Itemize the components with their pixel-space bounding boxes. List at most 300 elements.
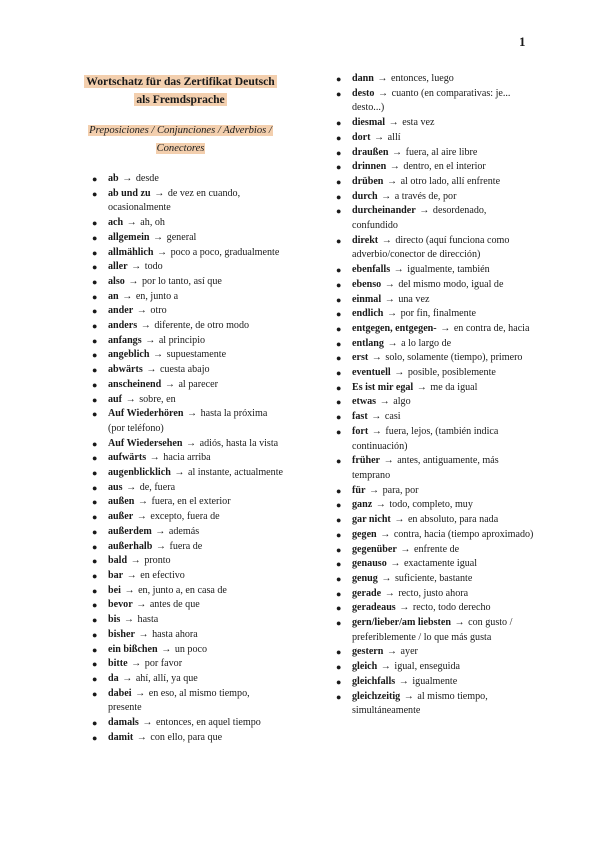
- vocab-term: anscheinend: [108, 378, 162, 390]
- arrow-icon: →: [380, 528, 391, 540]
- vocab-item: [92, 584, 283, 599]
- vocab-definition: igualmente: [412, 675, 458, 687]
- bullet-icon: ●: [336, 662, 342, 673]
- bullet-icon: ●: [336, 309, 342, 320]
- vocab-definition: en efectivo: [140, 569, 185, 581]
- bullet-icon: ●: [336, 279, 342, 290]
- vocab-term: entlang: [352, 337, 384, 349]
- vocab-item: [336, 293, 534, 308]
- arrow-icon: →: [387, 337, 398, 349]
- right-column: [336, 72, 534, 719]
- vocab-item: [336, 601, 534, 616]
- bullet-icon: ●: [92, 291, 98, 302]
- arrow-icon: →: [136, 731, 147, 743]
- arrow-icon: →: [390, 558, 401, 570]
- arrow-icon: →: [369, 484, 380, 496]
- vocab-definition: al principio: [158, 334, 206, 346]
- vocab-item: [92, 540, 283, 555]
- bullet-icon: ●: [336, 559, 342, 570]
- bullet-icon: ●: [336, 206, 342, 217]
- vocab-term: ganz: [352, 499, 373, 511]
- bullet-icon: ●: [336, 573, 342, 584]
- arrow-icon: →: [371, 411, 382, 423]
- vocab-item: [92, 657, 283, 672]
- bullet-icon: ●: [92, 688, 98, 699]
- vocab-term: erst: [352, 352, 369, 364]
- vocab-definition: directo (aquí funciona como adverbio/conector de dirección): [352, 234, 510, 261]
- vocab-definition: recto, justo ahora: [398, 587, 469, 599]
- vocab-term: allgemein: [108, 231, 150, 243]
- vocab-definition: fuera, lejos, (también indica continuación): [352, 425, 499, 452]
- vocab-term: an: [108, 290, 119, 302]
- bullet-icon: ●: [336, 132, 342, 143]
- bullet-icon: ●: [92, 306, 98, 317]
- arrow-icon: →: [154, 187, 165, 199]
- vocab-term: Auf Wiedersehen: [108, 437, 183, 449]
- vocab-definition: todo, completo, muy: [389, 499, 473, 511]
- bullet-icon: ●: [92, 600, 98, 611]
- vocab-definition: desde: [135, 173, 159, 184]
- vocab-item: [336, 660, 534, 675]
- arrow-icon: →: [125, 393, 136, 405]
- vocab-term: eventuell: [352, 367, 391, 379]
- arrow-icon: →: [186, 437, 197, 449]
- vocab-definition: por lo tanto, así que: [141, 275, 222, 287]
- subtitle-line-1: Preposiciones / Conjunciones / Adverbios /: [89, 125, 272, 136]
- vocab-definition: hasta: [137, 614, 159, 626]
- arrow-icon: →: [400, 543, 411, 555]
- vocab-item: [336, 513, 534, 528]
- vocab-term: außerdem: [108, 525, 152, 537]
- bullet-icon: ●: [92, 644, 98, 655]
- vocab-item: [92, 466, 283, 481]
- vocab-definition: desordenado, confundido: [352, 205, 487, 232]
- vocab-item: [92, 495, 283, 510]
- vocab-item: [336, 484, 534, 499]
- arrow-icon: →: [131, 261, 142, 273]
- vocab-term: gerade: [352, 587, 382, 599]
- vocab-item: [92, 290, 283, 305]
- vocab-definition: de, fuera: [139, 481, 176, 493]
- bullet-icon: ●: [336, 162, 342, 173]
- vocab-definition: poco a poco, gradualmente: [170, 246, 280, 258]
- vocab-term: augenblicklich: [108, 467, 171, 479]
- arrow-icon: →: [416, 381, 427, 393]
- vocab-definition: suficiente, bastante: [394, 572, 473, 584]
- vocab-item: [336, 131, 534, 146]
- vocab-term: endlich: [352, 308, 384, 320]
- arrow-icon: →: [389, 161, 400, 173]
- arrow-icon: →: [126, 569, 137, 581]
- vocab-term: ab und zu: [108, 187, 151, 199]
- bullet-icon: ●: [92, 394, 98, 405]
- document-title: [78, 72, 283, 108]
- arrow-icon: →: [386, 308, 398, 320]
- arrow-icon: →: [379, 396, 390, 408]
- arrow-icon: →: [122, 173, 133, 184]
- vocab-item: [92, 378, 283, 393]
- vocab-definition: al instante, actualmente: [187, 467, 283, 479]
- bullet-icon: ●: [92, 673, 98, 684]
- bullet-icon: ●: [92, 512, 98, 523]
- vocab-term: außen: [108, 496, 135, 508]
- arrow-icon: →: [371, 352, 382, 364]
- bullet-icon: ●: [336, 74, 342, 84]
- vocab-item: [92, 687, 283, 716]
- vocab-term: fast: [352, 411, 368, 423]
- vocab-item: [336, 72, 534, 87]
- vocab-term: dort: [352, 131, 371, 143]
- vocab-term: damit: [108, 731, 134, 743]
- vocab-term: ebenso: [352, 278, 382, 290]
- bullet-icon: ●: [92, 468, 98, 479]
- bullet-icon: ●: [336, 397, 342, 408]
- vocab-term: gar nicht: [352, 514, 391, 526]
- vocab-definition: posible, posiblemente: [407, 367, 496, 379]
- vocab-definition: supuestamente: [166, 349, 227, 361]
- bullet-icon: ●: [336, 338, 342, 349]
- vocab-definition: antes, antiguamente, más temprano: [352, 455, 499, 481]
- vocab-term: bald: [108, 555, 128, 567]
- vocab-definition: con gusto / preferiblemente / lo que más gusta: [352, 617, 513, 643]
- arrow-icon: →: [419, 205, 430, 217]
- vocab-item: [336, 366, 534, 381]
- arrow-icon: →: [399, 602, 410, 614]
- vocab-item: [92, 731, 283, 746]
- vocab-term: dabei: [108, 687, 132, 699]
- vocab-item: [92, 334, 283, 349]
- arrow-icon: →: [371, 425, 382, 437]
- vocab-term: draußen: [352, 146, 389, 158]
- vocab-term: angeblich: [108, 349, 150, 361]
- vocab-item: [336, 87, 534, 116]
- arrow-icon: →: [136, 511, 147, 523]
- vocab-definition: de vez en cuando, ocasionalmente: [108, 187, 241, 214]
- vocab-item: [92, 348, 283, 363]
- arrow-icon: →: [377, 73, 388, 84]
- bullet-icon: ●: [336, 500, 342, 511]
- bullet-icon: ●: [336, 353, 342, 364]
- vocab-definition: me da igual: [430, 381, 478, 393]
- vocab-item: [336, 307, 534, 322]
- bullet-icon: ●: [336, 176, 342, 187]
- arrow-icon: →: [374, 131, 385, 143]
- vocab-item: [92, 525, 283, 540]
- bullet-icon: ●: [92, 247, 98, 258]
- arrow-icon: →: [375, 499, 386, 511]
- bullet-icon: ●: [336, 412, 342, 423]
- bullet-icon: ●: [336, 382, 342, 393]
- bullet-icon: ●: [92, 379, 98, 390]
- arrow-icon: →: [126, 481, 137, 493]
- vocab-item: [336, 322, 534, 337]
- vocab-term: aller: [108, 261, 128, 273]
- bullet-icon: ●: [336, 426, 342, 437]
- vocab-term: durcheinander: [352, 205, 416, 217]
- bullet-icon: ●: [336, 618, 342, 629]
- vocab-item: [92, 628, 283, 643]
- vocab-term: gestern: [352, 646, 384, 658]
- vocab-definition: en contra de, hacia: [453, 322, 530, 334]
- vocab-definition: algo: [393, 396, 411, 408]
- vocab-term: diesmal: [352, 117, 386, 129]
- arrow-icon: →: [174, 467, 185, 479]
- vocab-item: [92, 246, 283, 261]
- arrow-icon: →: [440, 322, 451, 334]
- bullet-icon: ●: [92, 482, 98, 493]
- vocab-term: aufwärts: [108, 452, 147, 464]
- vocab-definition: hasta la próxima (por teléfono): [108, 408, 268, 434]
- vocab-definition: esta vez: [402, 117, 435, 129]
- vocab-definition: en, junto a, en casa de: [138, 584, 227, 596]
- vocab-definition: entonces, en aquel tiempo: [156, 717, 261, 729]
- vocab-definition: sobre, en: [139, 393, 176, 405]
- vocab-definition: un poco: [174, 643, 208, 655]
- vocab-term: anfangs: [108, 334, 142, 346]
- arrow-icon: →: [384, 278, 395, 290]
- arrow-icon: →: [138, 628, 149, 640]
- bullet-icon: ●: [336, 191, 342, 202]
- vocab-item: [336, 116, 534, 131]
- vocab-item: [92, 510, 283, 525]
- arrow-icon: →: [388, 117, 399, 129]
- bullet-icon: ●: [92, 570, 98, 581]
- bullet-icon: ●: [336, 235, 342, 246]
- vocab-definition: al mismo tiempo, simultáneamente: [352, 690, 488, 717]
- vocab-term: bitte: [108, 658, 128, 670]
- vocab-definition: en absoluto, para nada: [407, 514, 499, 526]
- vocab-term: bei: [108, 584, 121, 596]
- bullet-icon: ●: [92, 541, 98, 552]
- vocab-item: [92, 613, 283, 628]
- bullet-icon: ●: [92, 188, 98, 199]
- bullet-icon: ●: [92, 718, 98, 729]
- vocab-item: [336, 616, 534, 645]
- vocab-item: [92, 363, 283, 378]
- bullet-icon: ●: [92, 615, 98, 626]
- bullet-icon: ●: [336, 485, 342, 496]
- arrow-icon: →: [186, 408, 198, 420]
- vocab-definition: ayer: [400, 646, 418, 658]
- vocab-item: [92, 260, 283, 275]
- bullet-icon: ●: [92, 526, 98, 537]
- vocab-definition: excepto, fuera de: [150, 511, 220, 523]
- vocab-term: auf: [108, 393, 123, 405]
- arrow-icon: →: [377, 87, 389, 99]
- vocab-item: [336, 543, 534, 558]
- vocab-list-right: [336, 72, 534, 719]
- page-number: 1: [519, 34, 526, 49]
- vocab-item: [336, 395, 534, 410]
- vocab-definition: enfrente de: [414, 543, 460, 555]
- bullet-icon: ●: [336, 529, 342, 540]
- vocab-definition: hacia arriba: [163, 452, 211, 464]
- vocab-term: Auf Wiederhören: [108, 408, 184, 420]
- bullet-icon: ●: [92, 629, 98, 640]
- bullet-icon: ●: [336, 118, 342, 129]
- vocab-definition: contra, hacia (tiempo aproximado): [393, 528, 534, 540]
- arrow-icon: →: [381, 572, 392, 584]
- vocab-item: [336, 425, 534, 454]
- vocab-item: [336, 204, 534, 233]
- arrow-icon: →: [124, 584, 135, 596]
- vocab-list-left: [78, 172, 283, 745]
- vocab-term: ein bißchen: [108, 643, 158, 655]
- vocab-definition: antes de que: [149, 599, 200, 611]
- arrow-icon: →: [130, 555, 141, 567]
- arrow-icon: →: [122, 290, 133, 302]
- vocab-term: direkt: [352, 234, 379, 246]
- arrow-icon: →: [383, 455, 394, 467]
- vocab-definition: en, junto a: [135, 290, 179, 302]
- arrow-icon: →: [393, 264, 404, 276]
- bullet-icon: ●: [336, 294, 342, 305]
- vocab-definition: general: [166, 231, 197, 243]
- arrow-icon: →: [381, 190, 392, 202]
- arrow-icon: →: [164, 378, 175, 390]
- bullet-icon: ●: [336, 676, 342, 687]
- vocab-definition: otro: [150, 305, 167, 317]
- vocab-item: [92, 393, 283, 408]
- bullet-icon: ●: [336, 88, 342, 99]
- vocab-definition: además: [168, 525, 200, 537]
- bullet-icon: ●: [92, 335, 98, 346]
- arrow-icon: →: [137, 496, 148, 508]
- arrow-icon: →: [145, 334, 156, 346]
- vocab-item: [336, 160, 534, 175]
- vocab-item: [92, 216, 283, 231]
- vocab-definition: por fin, finalmente: [400, 308, 476, 320]
- vocab-definition: dentro, en el interior: [403, 161, 486, 173]
- vocab-definition: al otro lado, allí enfrente: [400, 175, 501, 187]
- vocab-item: [92, 716, 283, 731]
- vocab-item: [92, 481, 283, 496]
- bullet-icon: ●: [336, 323, 342, 334]
- bullet-icon: ●: [92, 453, 98, 464]
- bullet-icon: ●: [336, 368, 342, 379]
- bullet-icon: ●: [336, 603, 342, 614]
- arrow-icon: →: [386, 646, 398, 658]
- vocab-item: [92, 407, 283, 436]
- vocab-definition: cuesta abajo: [159, 364, 210, 376]
- vocab-term: drüben: [352, 175, 384, 187]
- vocab-item: [336, 263, 534, 278]
- vocab-definition: fuera, al aire libre: [405, 146, 478, 158]
- bullet-icon: ●: [92, 732, 98, 743]
- bullet-icon: ●: [336, 147, 342, 158]
- arrow-icon: →: [140, 320, 151, 332]
- vocab-definition: adiós, hasta la vista: [199, 437, 279, 449]
- vocab-term: bisher: [108, 628, 135, 640]
- vocab-item: [92, 451, 283, 466]
- arrow-icon: →: [135, 687, 146, 699]
- bullet-icon: ●: [336, 265, 342, 276]
- vocab-item: [92, 304, 283, 319]
- vocab-definition: solo, solamente (tiempo), primero: [385, 352, 523, 364]
- vocab-definition: en eso, al mismo tiempo, presente: [108, 687, 250, 714]
- vocab-item: [336, 234, 534, 263]
- vocab-definition: ah, oh: [140, 217, 165, 229]
- vocab-item: [336, 351, 534, 366]
- vocab-term: früher: [352, 455, 381, 467]
- arrow-icon: →: [384, 587, 395, 599]
- vocab-term: bis: [108, 614, 121, 626]
- vocab-term: ebenfalls: [352, 264, 391, 276]
- vocab-item: [336, 175, 534, 190]
- left-column: [78, 72, 283, 745]
- arrow-icon: →: [142, 717, 153, 729]
- vocab-term: gegen: [352, 528, 377, 540]
- vocab-definition: exactamente igual: [403, 558, 478, 570]
- bullet-icon: ●: [92, 276, 98, 287]
- bullet-icon: ●: [92, 174, 98, 184]
- bullet-icon: ●: [92, 409, 98, 420]
- vocab-term: geradeaus: [352, 602, 396, 614]
- vocab-item: [92, 643, 283, 658]
- vocab-item: [336, 690, 534, 719]
- vocab-term: entgegen, entgegen-: [352, 322, 437, 334]
- arrow-icon: →: [123, 614, 134, 626]
- vocab-term: also: [108, 275, 125, 287]
- vocab-term: für: [352, 484, 366, 496]
- bullet-icon: ●: [92, 350, 98, 361]
- bullet-icon: ●: [92, 556, 98, 567]
- vocab-definition: pronto: [144, 555, 171, 567]
- vocab-definition: cuanto (en comparativas: je... desto...): [352, 87, 511, 114]
- bullet-icon: ●: [336, 647, 342, 658]
- vocab-item: [336, 454, 534, 483]
- arrow-icon: →: [384, 293, 395, 305]
- bullet-icon: ●: [336, 456, 342, 467]
- arrow-icon: →: [398, 675, 409, 687]
- vocab-definition: a través de, por: [394, 190, 457, 202]
- vocab-definition: fuera de: [169, 540, 203, 552]
- bullet-icon: ●: [92, 262, 98, 273]
- vocab-term: anders: [108, 320, 138, 332]
- bullet-icon: ●: [92, 497, 98, 508]
- vocab-term: etwas: [352, 396, 377, 408]
- arrow-icon: →: [454, 617, 465, 629]
- vocab-term: genug: [352, 572, 378, 584]
- arrow-icon: →: [156, 246, 168, 258]
- arrow-icon: →: [136, 305, 147, 317]
- vocab-definition: del mismo modo, igual de: [398, 278, 504, 290]
- bullet-icon: ●: [92, 218, 98, 229]
- vocab-item: [336, 572, 534, 587]
- vocab-term: dann: [352, 73, 374, 84]
- bullet-icon: ●: [336, 544, 342, 555]
- vocab-term: ach: [108, 217, 124, 229]
- vocab-definition: igual, enseguida: [394, 661, 460, 673]
- vocab-term: gegenüber: [352, 543, 397, 555]
- vocab-term: bevor: [108, 599, 133, 611]
- vocab-item: [92, 275, 283, 290]
- vocab-definition: recto, todo derecho: [412, 602, 491, 614]
- vocab-item: [336, 278, 534, 293]
- arrow-icon: →: [403, 690, 414, 702]
- subtitle-line-2: Conectores: [156, 143, 205, 154]
- vocab-term: gleich: [352, 661, 378, 673]
- vocab-item: [336, 190, 534, 205]
- vocab-term: ander: [108, 305, 134, 317]
- vocab-term: genauso: [352, 558, 387, 570]
- arrow-icon: →: [392, 146, 403, 158]
- vocab-item: [336, 587, 534, 602]
- vocab-definition: por favor: [144, 658, 183, 670]
- vocab-item: [336, 146, 534, 161]
- arrow-icon: →: [161, 643, 172, 655]
- vocab-definition: diferente, de otro modo: [154, 320, 250, 332]
